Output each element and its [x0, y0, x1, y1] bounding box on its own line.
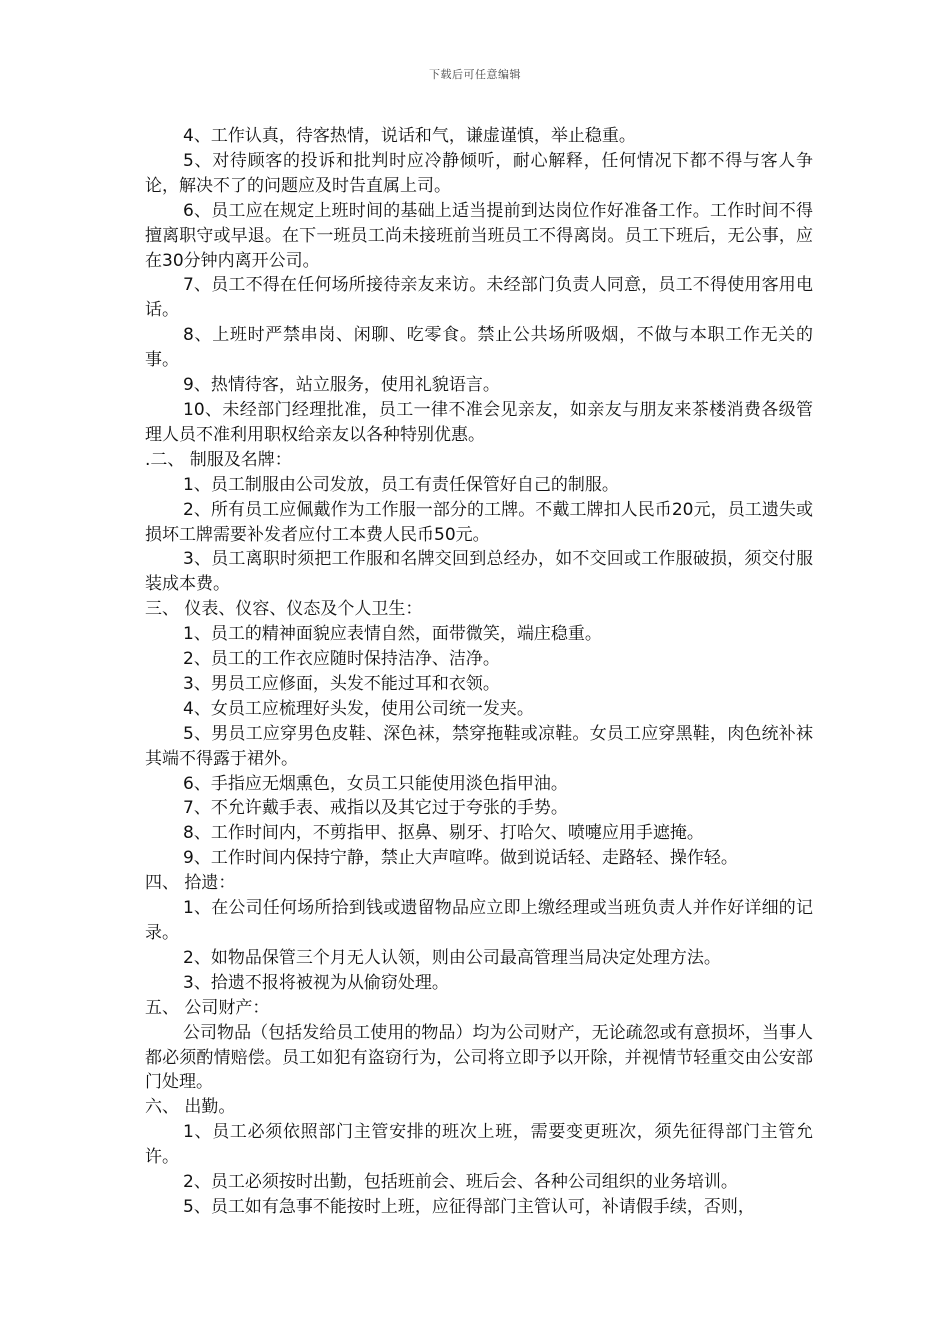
paragraph-item: 2、员工必须按时出勤，包括班前会、班后会、各种公司组织的业务培训。 — [183, 1172, 738, 1193]
paragraph-item: 7、员工不得在任何场所接待亲友来访。未经部门负责人同意，员工不得使用客用电话。 — [145, 275, 813, 321]
paragraph-item: 6、员工应在规定上班时间的基础上适当提前到达岗位作好准备工作。工作时间不得擅离职守或早退。在下一班员工尚未接班前当班员工不得离岗。员工下班后，无公事，应在30分钟内离开公司。 — [145, 200, 813, 271]
paragraph-item: 3、员工离职时须把工作服和名牌交回到总经办，如不交回或工作服破损，须交付服装成本费。 — [145, 549, 813, 595]
document-body — [145, 124, 813, 1220]
paragraph-item: 4、工作认真，待客热情，说话和气，谦虚谨慎，举止稳重。 — [183, 126, 636, 146]
section-heading: 五、 公司财产： — [145, 997, 270, 1018]
paragraph-item: 5、男员工应穿男色皮鞋、深色袜，禁穿拖鞋或凉鞋。女员工应穿黑鞋，肉色统补袜其端不得露于裙外。 — [145, 723, 813, 769]
section-heading: 四、 拾遗： — [145, 873, 236, 894]
paragraph-item: 5、员工如有急事不能按时上班，应征得部门主管认可，补请假手续，否则， — [183, 1196, 755, 1217]
paragraph-item: 1、在公司任何场所拾到钱或遗留物品应立即上缴经理或当班负责人并作好详细的记录。 — [145, 898, 813, 943]
paragraph-item: 8、工作时间内，不剪指甲、抠鼻、剔牙、打哈欠、喷嚏应用手遮掩。 — [183, 823, 704, 844]
paragraph-item: 7、不允许戴手表、戒指以及其它过于夸张的手势。 — [183, 798, 568, 819]
paragraph-item: 3、拾遗不报将被视为从偷窃处理。 — [183, 972, 449, 993]
paragraph-item: 1、员工的精神面貌应表情自然，面带微笑，端庄稳重。 — [183, 624, 602, 645]
paragraph-item: 2、员工的工作衣应随时保持洁净、洁净。 — [183, 649, 500, 670]
section-heading: 六、 出勤。 — [145, 1097, 236, 1118]
paragraph-item: 9、工作时间内保持宁静，禁止大声喧哗。做到说话轻、走路轻、操作轻。 — [183, 848, 738, 869]
paragraph-item: 4、女员工应梳理好头发，使用公司统一发夹。 — [183, 698, 534, 719]
paragraph-item: 6、手指应无烟熏色，女员工只能使用淡色指甲油。 — [183, 773, 568, 794]
paragraph-item: 3、男员工应修面，头发不能过耳和衣领。 — [183, 673, 500, 694]
paragraph-item: 2、所有员工应佩戴作为工作服一部分的工牌。不戴工牌扣人民币20元，员工遗失或损坏工牌需要补发者应付工本费人民币50元。 — [145, 499, 813, 545]
paragraph-item: 10、未经部门经理批准，员工一律不准会见亲友，如亲友与朋友来茶楼消费各级管理人员不准利用职权给亲友以各种特别优惠。 — [145, 399, 813, 445]
paragraph-item: 9、热情待客，站立服务，使用礼貌语言。 — [183, 375, 500, 396]
paragraph-item: 1、员工制服由公司发放，员工有责任保管好自己的制服。 — [183, 474, 619, 495]
section-heading: .二、 制服及名牌： — [145, 449, 292, 470]
paragraph-item: 8、上班时严禁串岗、闲聊、吃零食。禁止公共场所吸烟，不做与本职工作无关的事。 — [145, 325, 813, 371]
paragraph-item: 公司物品（包括发给员工使用的物品）均为公司财产，无论疏忽或有意损坏，当事人都必须酌情赔偿。员工如犯有盗窃行为，公司将立即予以开除，并视情节轻重交由公安部门处理。 — [145, 1022, 813, 1093]
paragraph-item: 5、对待顾客的投诉和批判时应冷静倾听，耐心解释，任何情况下都不得与客人争论，解决不了的问题应及时告直属上司。 — [145, 150, 813, 196]
paragraph-item: 1、员工必须依照部门主管安排的班次上班，需要变更班次，须先征得部门主管允许。 — [145, 1122, 813, 1168]
header-note: 下载后可任意编辑 — [429, 68, 521, 81]
paragraph-item: 2、如物品保管三个月无人认领，则由公司最高管理当局决定处理方法。 — [183, 947, 721, 968]
section-heading: 三、 仪表、仪容、仪态及个人卫生： — [145, 599, 423, 620]
